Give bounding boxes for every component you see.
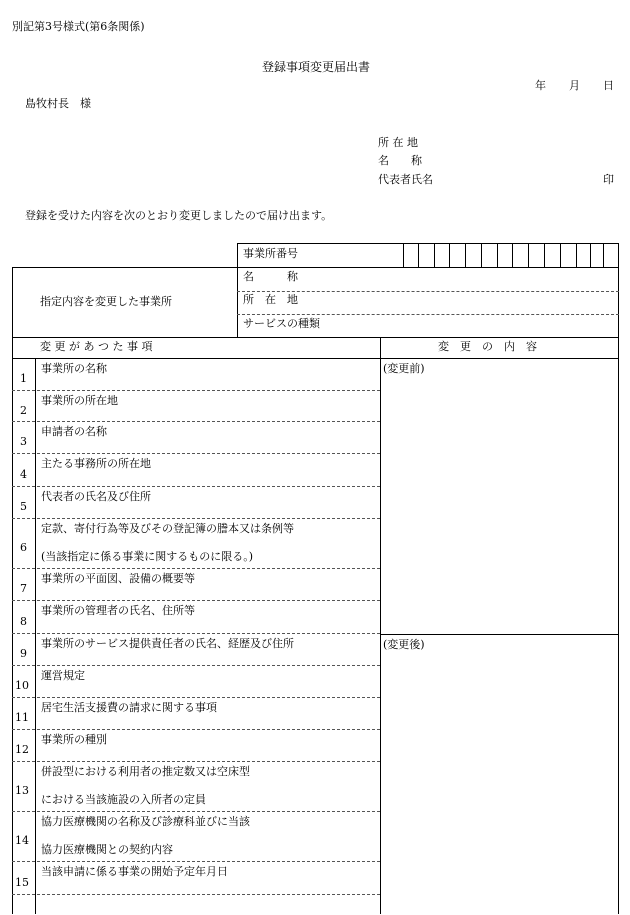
item-number: 8: [20, 614, 27, 628]
item-number: 12: [15, 743, 29, 756]
table-dashed-rule: [12, 600, 380, 601]
item-label: 事業所の名称: [41, 362, 107, 375]
item-label: 事業所の管理者の氏名、住所等: [41, 604, 195, 617]
table-rule: [380, 337, 381, 914]
item-label: 事業所の種別: [41, 733, 107, 746]
table-rule: [497, 243, 498, 267]
table-dashed-rule: [12, 453, 380, 454]
item-label: 協力医療機関との契約内容: [41, 843, 173, 856]
table-dashed-rule: [12, 861, 380, 862]
table-rule: [576, 243, 577, 267]
table-rule: [449, 243, 450, 267]
item-number: 7: [20, 582, 27, 595]
item-number: 6: [20, 541, 27, 554]
table-rule: [35, 358, 36, 914]
date-day: 日: [603, 79, 614, 92]
item-label: 定款、寄付行為等及びその登記簿の謄本又は条例等: [41, 522, 294, 535]
item-label: 運営規定: [41, 669, 85, 682]
item-label: 併設型における利用者の推定数又は空床型: [41, 765, 250, 778]
table-rule: [481, 243, 482, 267]
addressee: 島牧村長 様: [25, 97, 91, 110]
table-rule: [12, 337, 619, 338]
table-dashed-rule: [237, 291, 619, 292]
table-rule: [544, 243, 545, 267]
table-rule: [434, 243, 435, 267]
table-rule: [12, 267, 619, 268]
table-rule: [418, 243, 419, 267]
table-dashed-rule: [237, 314, 619, 315]
office-field-address: 所 在 地: [243, 293, 298, 306]
item-number: 4: [20, 467, 27, 481]
date-year: 年: [535, 79, 546, 92]
item-label: 申請者の名称: [41, 425, 107, 438]
table-rule: [380, 634, 619, 635]
seal-mark: 印: [603, 173, 614, 186]
item-label: 事業所のサービス提供責任者の氏名、経歴及び住所: [41, 637, 294, 650]
item-number: 9: [20, 647, 27, 660]
item-label: (当該指定に係る事業に関するものに限る。): [41, 550, 254, 563]
table-rule: [237, 243, 238, 337]
table-rule: [12, 358, 619, 359]
table-dashed-rule: [12, 568, 380, 569]
form-id: 別記第3号様式(第6条関係): [12, 20, 145, 33]
table-rule: [512, 243, 513, 267]
item-number: 3: [20, 435, 27, 448]
item-number: 14: [15, 834, 29, 847]
table-rule: [560, 243, 561, 267]
table-dashed-rule: [12, 421, 380, 422]
table-dashed-rule: [12, 665, 380, 666]
item-label: 当該申請に係る事業の開始予定年月日: [41, 865, 228, 878]
item-label: 事業所の所在地: [41, 394, 118, 407]
item-number: 11: [15, 711, 29, 724]
item-number: 10: [15, 679, 29, 692]
date-month: 月: [569, 79, 580, 92]
changed-items-header: 変 更 が あ つ た 事 項: [40, 340, 153, 353]
table-dashed-rule: [12, 633, 380, 634]
applicant-name-label: 名 称: [378, 154, 422, 167]
table-rule: [590, 243, 591, 267]
change-content-header: 変 更 の 内 容: [438, 340, 537, 353]
item-number: 13: [15, 784, 29, 797]
table-dashed-rule: [12, 729, 380, 730]
item-number: 5: [20, 500, 27, 513]
office-number-label: 事業所番号: [243, 247, 298, 260]
table-dashed-rule: [12, 518, 380, 519]
item-label: 主たる事務所の所在地: [41, 457, 151, 470]
table-dashed-rule: [12, 894, 380, 895]
before-label: (変更前): [383, 362, 425, 375]
table-rule: [603, 243, 604, 267]
item-label: 協力医療機関の名称及び診療科並びに当該: [41, 815, 250, 828]
office-field-service: サービスの種類: [243, 317, 320, 330]
table-rule: [403, 243, 404, 267]
item-number: 1: [20, 372, 27, 385]
table-dashed-rule: [12, 761, 380, 762]
office-label: 指定内容を変更した事業所: [40, 295, 172, 308]
after-label: (変更後): [383, 638, 425, 651]
item-label: 事業所の平面図、設備の概要等: [41, 572, 195, 585]
table-dashed-rule: [12, 697, 380, 698]
table-dashed-rule: [12, 486, 380, 487]
table-dashed-rule: [12, 390, 380, 391]
item-label: 居宅生活支援費の請求に関する事項: [41, 701, 217, 714]
item-label: における当該施設の入所者の定員: [41, 793, 206, 806]
table-rule: [618, 243, 619, 914]
page-title: 登録事項変更届出書: [262, 60, 371, 74]
table-rule: [237, 243, 619, 244]
table-rule: [465, 243, 466, 267]
item-number: 15: [15, 875, 29, 889]
applicant-rep-label: 代表者氏名: [378, 173, 433, 186]
item-label: 代表者の氏名及び住所: [41, 490, 151, 503]
office-field-name: 名 称: [243, 270, 298, 283]
table-rule: [528, 243, 529, 267]
item-number: 2: [20, 403, 27, 417]
table-rule: [12, 267, 13, 914]
statement: 登録を受けた内容を次のとおり変更しましたので届け出ます。: [25, 209, 333, 222]
applicant-address-label: 所 在 地: [378, 136, 418, 149]
table-dashed-rule: [12, 811, 380, 812]
